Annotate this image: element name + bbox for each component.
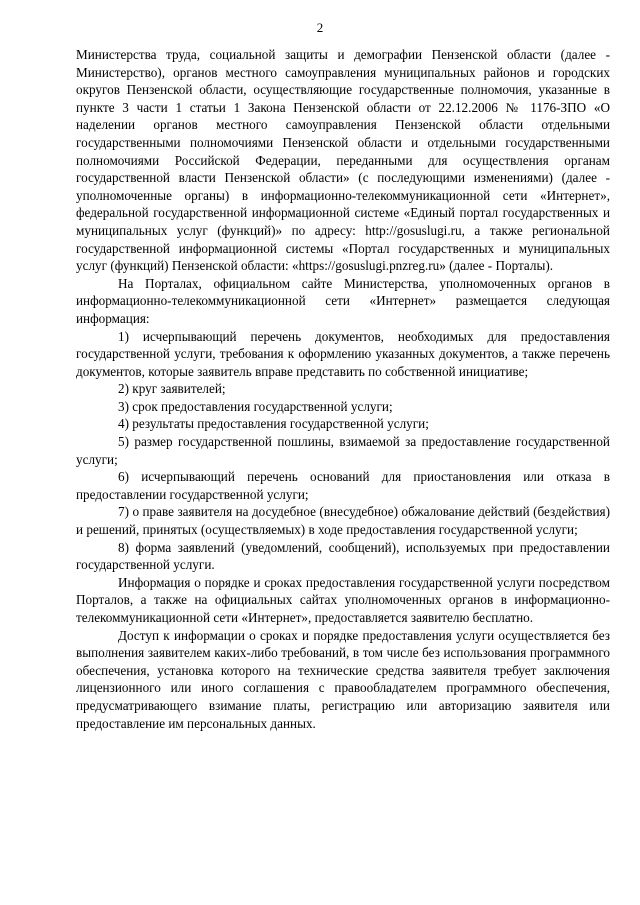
list-item-6-grounds: 6) исчерпывающий перечень оснований для приостановления или отказа в предоставлении государственной услуги; [76, 469, 610, 502]
list-item-8-forms: 8) форма заявлений (уведомлений, сообщений), используемых при предоставлении государственной услуги. [76, 539, 610, 573]
list-item-4-results: 4) результаты предоставления государственной услуги; [118, 416, 429, 432]
list-item-7-appeal: 7) о праве заявителя на досудебное (внесудебное) обжалование действий (бездействия) и решений, принятых (осуществляемых) в ходе предоставления государственной услуги; [76, 504, 610, 538]
document-body [76, 46, 610, 732]
paragraph-access-conditions: Доступ к информации о сроках и порядке предоставления услуги осуществляется без выполнения заявителем каких-либо требований, в том числе без использования программного обеспечения, установка которого на технические средства заявителя требует заключения лицензионного или иного соглашения с правообладателем программного обеспечения, предусматривающего взимание платы, регистрацию или авторизацию заявителя или предоставление им персональных данных. [76, 627, 610, 731]
list-item-5-fee: 5) размер государственной пошлины, взимаемой за предоставление государственной услуги; [76, 434, 610, 467]
paragraph-portals-info-intro: На Порталах, официальном сайте Министерства, уполномоченных органов в информационно-телекоммуникационной сети «Интернет» размещается следующая информация: [76, 275, 610, 326]
paragraph-free-info: Информация о порядке и сроках предоставления государственной услуги посредством Порталов, а также на официальных сайтах уполномоченных органов в информационно-телекоммуникационной сети «Интернет», предоставляется заявителю бесплатно. [76, 574, 610, 625]
paragraph-ministry-portals: Министерства труда, социальной защиты и демографии Пензенской области (далее - Министерство), органов местного самоуправления муниципальных районов и городских округов Пензенской области, осуществляющие государственные полномочия, указанные в пункте 3 части 1 статьи 1 Закона Пензенской области от 22.12.2006 № 1176-ЗПО «О наделении органов местного самоуправления Пензенской области отдельными государственными полномочиями Пензенской области и отдельными государственными полномочиями Российской Федерации, переданными для осуществления органам государственной власти Пензенской области» (с последующими изменениями) (далее - уполномоченные органы) в информационно-телекоммуникационной сети «Интернет», федеральной государственной информационной системе «Единый портал государственных и муниципальных услуг (функций)» по адресу: http://gosuslugi.ru, а также региональной государственной информационной системы «Портал государственных и муниципальных услуг (функций) Пензенской области: «https://gosuslugi.pnzreg.ru» (далее - Порталы). [76, 47, 610, 274]
list-item-2-applicants: 2) круг заявителей; [118, 381, 226, 397]
page-number: 2 [316, 20, 324, 35]
list-item-1-documents: 1) исчерпывающий перечень документов, необходимых для предоставления государственной услуги, требования к оформлению указанных документов, а также перечень документов, которые заявитель вправе представить по собственной инициативе; [76, 328, 610, 379]
list-item-3-term: 3) срок предоставления государственной услуги; [118, 398, 393, 414]
